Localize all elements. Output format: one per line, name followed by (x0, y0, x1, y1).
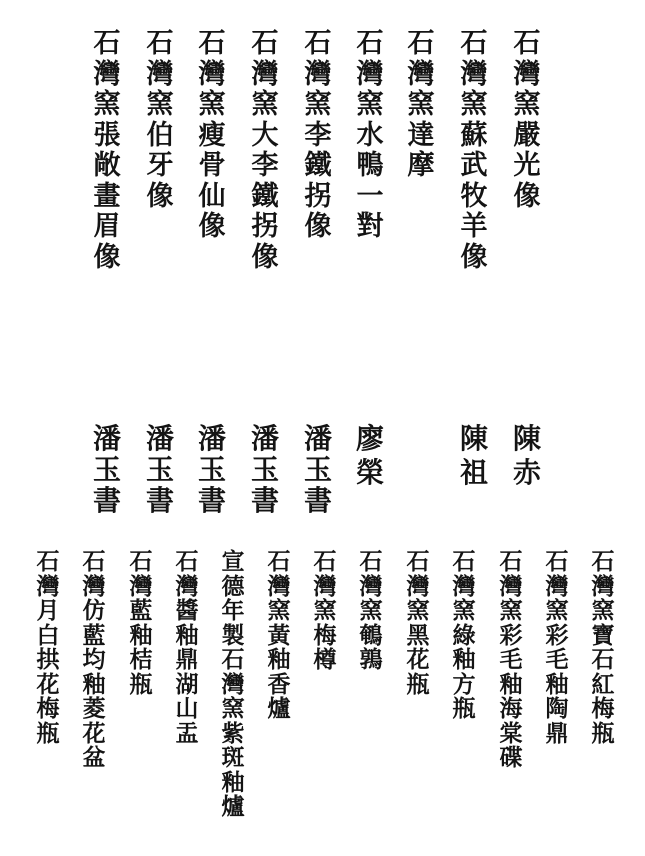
artist-char: 書 (145, 484, 174, 517)
artist-char: 赤 (512, 456, 541, 489)
piece-char: 桔 (129, 646, 153, 673)
artist-char: 祖 (459, 456, 488, 489)
statue-title-column (459, 30, 489, 274)
piece-char: 彩 (499, 621, 523, 649)
piece-char: 毛 (545, 646, 569, 673)
piece-char: 海 (499, 695, 523, 722)
piece-char: 灣 (591, 572, 615, 600)
piece-char: 釉 (82, 670, 106, 698)
piece-char: 灣 (545, 572, 569, 600)
piece-char: 湖 (175, 670, 199, 698)
piece-char: 石 (267, 548, 291, 575)
piece-char: 灣 (267, 572, 291, 600)
title-char: 石 (304, 28, 332, 59)
piece-char: 月 (36, 597, 60, 624)
artist-char: 潘 (303, 422, 332, 455)
ceramic-piece-column (498, 550, 524, 771)
title-char: 張 (93, 119, 121, 151)
artist-name-column (92, 422, 122, 518)
artist-char: 潘 (250, 422, 279, 455)
title-char: 水 (356, 119, 384, 151)
title-char: 窯 (146, 89, 174, 120)
title-char: 石 (93, 28, 121, 59)
title-char: 灣 (460, 58, 488, 90)
piece-char: 窯 (452, 597, 476, 624)
title-char: 石 (251, 28, 279, 59)
title-char: 李 (304, 119, 332, 151)
title-char: 窯 (407, 89, 435, 120)
piece-char: 石 (82, 548, 106, 575)
piece-char: 鼎 (175, 646, 199, 673)
title-char: 拐 (251, 211, 279, 242)
artist-name-column (459, 422, 489, 493)
piece-char: 爐 (267, 695, 291, 722)
title-char: 像 (513, 180, 541, 212)
piece-char: 石 (499, 548, 523, 575)
artist-char: 玉 (92, 453, 121, 486)
title-char: 石 (198, 28, 226, 59)
artist-name-column (303, 422, 333, 518)
piece-char: 方 (452, 670, 476, 698)
piece-char: 毛 (499, 646, 523, 673)
piece-char: 窯 (221, 695, 245, 722)
statue-title-column (406, 30, 436, 183)
ceramic-piece-column (544, 550, 570, 746)
piece-char (81, 771, 107, 796)
artist-char: 潘 (145, 422, 174, 455)
title-char: 鴨 (356, 150, 384, 181)
title-char: 骨 (198, 150, 226, 181)
piece-char: 灣 (359, 572, 383, 600)
title-char: 石 (356, 28, 384, 59)
piece-char: 窯 (545, 597, 569, 624)
ceramic-piece-column (35, 550, 61, 746)
artist-char: 潘 (92, 422, 121, 455)
statue-title-column (512, 30, 542, 213)
ceramic-piece-column (451, 550, 477, 722)
title-char: 窯 (513, 89, 541, 120)
piece-char: 石 (175, 548, 199, 575)
title-char: 像 (304, 211, 332, 242)
piece-char: 白 (36, 621, 60, 649)
title-char: 窯 (93, 89, 121, 120)
piece-char: 仿 (82, 597, 106, 624)
piece-char: 灣 (406, 572, 430, 600)
title-char: 窯 (356, 89, 384, 120)
title-char: 像 (198, 211, 226, 242)
title-char: 李 (251, 150, 279, 181)
artist-char: 玉 (303, 453, 332, 486)
title-char: 敞 (93, 150, 121, 181)
title-char: 石 (460, 28, 488, 59)
title-char: 鐵 (251, 180, 279, 212)
piece-char: 菱 (82, 695, 106, 722)
piece-char: 黑 (406, 621, 430, 649)
title-char: 伯 (146, 119, 174, 151)
piece-char: 鵪 (359, 621, 383, 649)
statue-title-column (92, 30, 122, 274)
piece-char: 石 (545, 548, 569, 575)
piece-char: 釉 (499, 670, 523, 698)
title-char: 像 (460, 241, 488, 273)
piece-char: 石 (221, 646, 245, 673)
ceramic-piece-column (358, 550, 384, 673)
title-char: 鐵 (304, 150, 332, 181)
title-char: 窯 (198, 89, 226, 120)
piece-char: 均 (82, 646, 106, 673)
piece-char: 灣 (129, 572, 153, 600)
piece-char (266, 722, 292, 747)
piece-char: 灣 (221, 670, 245, 698)
artist-char: 書 (250, 484, 279, 517)
piece-char: 花 (36, 670, 60, 698)
title-char: 灣 (304, 58, 332, 90)
title-char: 蘇 (460, 119, 488, 151)
piece-char: 瓶 (591, 719, 615, 747)
piece-char: 綠 (452, 621, 476, 649)
piece-char: 山 (175, 695, 199, 722)
ceramic-piece-column (174, 550, 200, 746)
title-char: 武 (460, 150, 488, 181)
statue-title-column (303, 30, 333, 244)
ceramic-piece-column (128, 550, 154, 697)
piece-char: 爐 (221, 793, 245, 820)
title-char: 像 (146, 180, 174, 212)
ceramic-piece-column (81, 550, 107, 795)
piece-char: 樽 (313, 646, 337, 673)
piece-char: 石 (313, 548, 337, 575)
title-char: 瘦 (198, 119, 226, 151)
piece-char: 花 (406, 646, 430, 673)
piece-char: 窯 (313, 597, 337, 624)
artist-char: 書 (197, 484, 226, 517)
title-char: 對 (356, 211, 384, 242)
piece-char: 石 (129, 548, 153, 575)
statue-title-column (145, 30, 175, 213)
piece-char: 棠 (499, 719, 523, 747)
title-char: 窯 (460, 89, 488, 120)
title-char: 光 (513, 150, 541, 181)
statue-title-column (197, 30, 227, 244)
piece-char: 瓶 (36, 719, 60, 747)
piece-char: 德 (221, 572, 245, 600)
piece-char: 釉 (221, 768, 245, 796)
title-char: 牧 (460, 180, 488, 212)
piece-char: 釉 (129, 621, 153, 649)
piece-char: 斑 (221, 744, 245, 771)
piece-char: 瓶 (452, 695, 476, 722)
piece-char: 窯 (406, 597, 430, 624)
piece-char: 鼎 (545, 719, 569, 747)
piece-char: 盆 (82, 744, 106, 771)
piece-char: 釉 (267, 646, 291, 673)
piece-char: 製 (221, 621, 245, 649)
ceramic-piece-column (266, 550, 292, 746)
title-char: 眉 (93, 211, 121, 242)
title-char: 石 (407, 28, 435, 59)
title-char: 窯 (304, 89, 332, 120)
piece-char: 醬 (175, 597, 199, 624)
title-char: 牙 (146, 150, 174, 181)
artist-char: 榮 (355, 456, 384, 489)
piece-char: 拱 (36, 646, 60, 673)
piece-char (590, 746, 616, 771)
piece-char: 陶 (545, 695, 569, 722)
piece-char: 窯 (499, 597, 523, 624)
title-char: 嚴 (513, 119, 541, 151)
piece-char: 石 (452, 548, 476, 575)
piece-char: 黃 (267, 621, 291, 649)
artist-name-column (355, 422, 385, 493)
piece-char: 年 (221, 597, 245, 624)
piece-char: 釉 (175, 621, 199, 649)
piece-char: 窯 (591, 597, 615, 624)
piece-char: 寶 (591, 621, 615, 649)
artist-char: 玉 (197, 453, 226, 486)
piece-char: 藍 (129, 597, 153, 624)
piece-char: 彩 (545, 621, 569, 649)
title-char: 拐 (304, 180, 332, 212)
title-char: 灣 (146, 58, 174, 90)
piece-char: 灣 (82, 572, 106, 600)
piece-char: 香 (267, 670, 291, 698)
piece-char: 盂 (175, 719, 199, 747)
piece-char: 紫 (221, 719, 245, 747)
title-char: 灣 (251, 58, 279, 90)
artist-name-column (250, 422, 280, 518)
title-char: 羊 (460, 211, 488, 242)
artist-name-column (197, 422, 227, 518)
title-char: 灣 (356, 58, 384, 90)
piece-char: 藍 (82, 621, 106, 649)
piece-char: 花 (82, 719, 106, 747)
artist-char: 玉 (250, 453, 279, 486)
title-char: 石 (146, 28, 174, 59)
piece-char: 梅 (313, 621, 337, 649)
piece-char: 瓶 (406, 670, 430, 698)
artist-name-column (145, 422, 175, 518)
piece-char: 窯 (267, 597, 291, 624)
ceramic-piece-column (405, 550, 431, 697)
ceramic-piece-column (590, 550, 616, 771)
piece-char: 鶉 (359, 646, 383, 673)
piece-char: 釉 (452, 646, 476, 673)
title-char: 一 (356, 180, 384, 212)
artist-char: 書 (92, 484, 121, 517)
piece-char: 釉 (545, 670, 569, 698)
ceramic-piece-column (220, 550, 246, 820)
title-char: 灣 (407, 58, 435, 90)
artist-char: 陳 (512, 422, 541, 455)
title-char: 灣 (513, 58, 541, 90)
piece-char: 灣 (36, 572, 60, 600)
ceramic-piece-column (312, 550, 338, 673)
title-char: 灣 (93, 58, 121, 90)
piece-char: 碟 (499, 744, 523, 771)
title-char: 灣 (198, 58, 226, 90)
piece-char: 紅 (591, 670, 615, 698)
title-char: 窯 (251, 89, 279, 120)
piece-char: 石 (36, 548, 60, 575)
piece-char: 石 (591, 548, 615, 575)
piece-char: 灣 (452, 572, 476, 600)
statue-title-column (355, 30, 385, 244)
title-char: 大 (251, 119, 279, 151)
artist-char: 陳 (459, 422, 488, 455)
piece-char: 灣 (499, 572, 523, 600)
piece-char: 梅 (36, 695, 60, 722)
piece-char: 灣 (313, 572, 337, 600)
piece-char: 瓶 (129, 670, 153, 698)
piece-char: 窯 (359, 597, 383, 624)
piece-char: 石 (591, 646, 615, 673)
artist-name-column (512, 422, 542, 493)
piece-char: 梅 (591, 695, 615, 722)
title-char: 石 (513, 28, 541, 59)
title-char: 摩 (407, 150, 435, 181)
statue-title-column (250, 30, 280, 274)
piece-char: 石 (406, 548, 430, 575)
artist-char: 潘 (197, 422, 226, 455)
piece-char: 石 (359, 548, 383, 575)
title-char: 畫 (93, 180, 121, 212)
title-char: 達 (407, 119, 435, 151)
artist-char: 玉 (145, 453, 174, 486)
artist-char: 書 (303, 484, 332, 517)
title-char: 仙 (198, 180, 226, 212)
title-char: 像 (251, 241, 279, 273)
artist-char: 廖 (355, 422, 384, 455)
piece-char: 灣 (175, 572, 199, 600)
title-char: 像 (93, 241, 121, 273)
piece-char: 宣 (221, 548, 245, 575)
